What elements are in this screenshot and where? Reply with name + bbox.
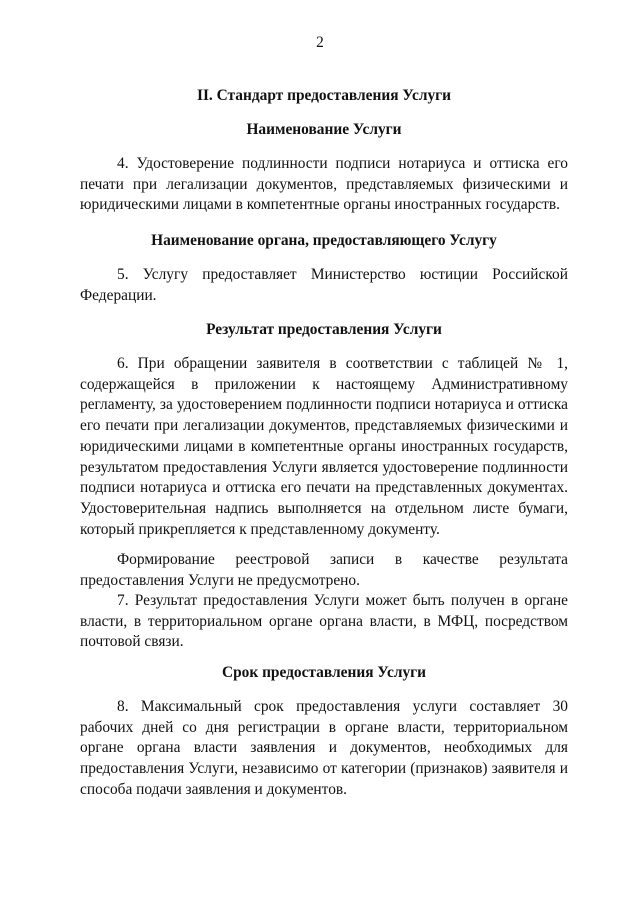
page-number: 2 xyxy=(316,34,324,51)
paragraph-4: 4. Удостоверение подлинности подписи нотариуса и оттиска его печати при легализации документов, представляемых физическими и юридическими лицами в компетентные органы иностранных государств. xyxy=(80,155,568,214)
heading-service-result: Результат предоставления Услуги xyxy=(206,321,442,338)
section-title: II. Стандарт предоставления Услуги xyxy=(196,87,452,104)
paragraph-7: 7. Результат предоставления Услуги может быть получен в органе власти, в территориальном органе органа власти, в МФЦ, посредством почтовой связи. xyxy=(80,592,568,651)
heading-providing-body: Наименование органа, предоставляющего Услугу xyxy=(151,232,497,249)
heading-service-term: Срок предоставления Услуги xyxy=(221,664,427,681)
paragraph-8: 8. Максимальный срок предоставления услуги составляет 30 рабочих дней со дня регистрации в органе власти, территориальном органе органа власти заявления и документов, необходимых для предоставления Услуги, независимо от категории (признаков) заявителя и способа подачи заявления и документов. xyxy=(80,698,568,798)
paragraph-registry: Формирование реестровой записи в качестве результата предоставления Услуги не предусмотрено. xyxy=(80,551,568,589)
paragraph-5: 5. Услугу предоставляет Министерство юстиции Российской Федерации. xyxy=(80,266,568,304)
heading-service-name: Наименование Услуги xyxy=(246,121,402,138)
paragraph-6: 6. При обращении заявителя в соответствии с таблицей № 1, содержащейся в приложении к настоящему Административному регламенту, за удостоверением подлинности подписи нотариуса и оттиска его печати при легализации документов, представляемых физическими и юридическими лицами в компетентные органы иностранных государств, результатом предоставления Услуги является удостоверение подлинности подписи нотариуса и оттиска его печати на представленных документах. Удостоверительная надпись выполняется на отдельном листе бумаги, который прикрепляется к представленному документу. xyxy=(80,355,568,538)
